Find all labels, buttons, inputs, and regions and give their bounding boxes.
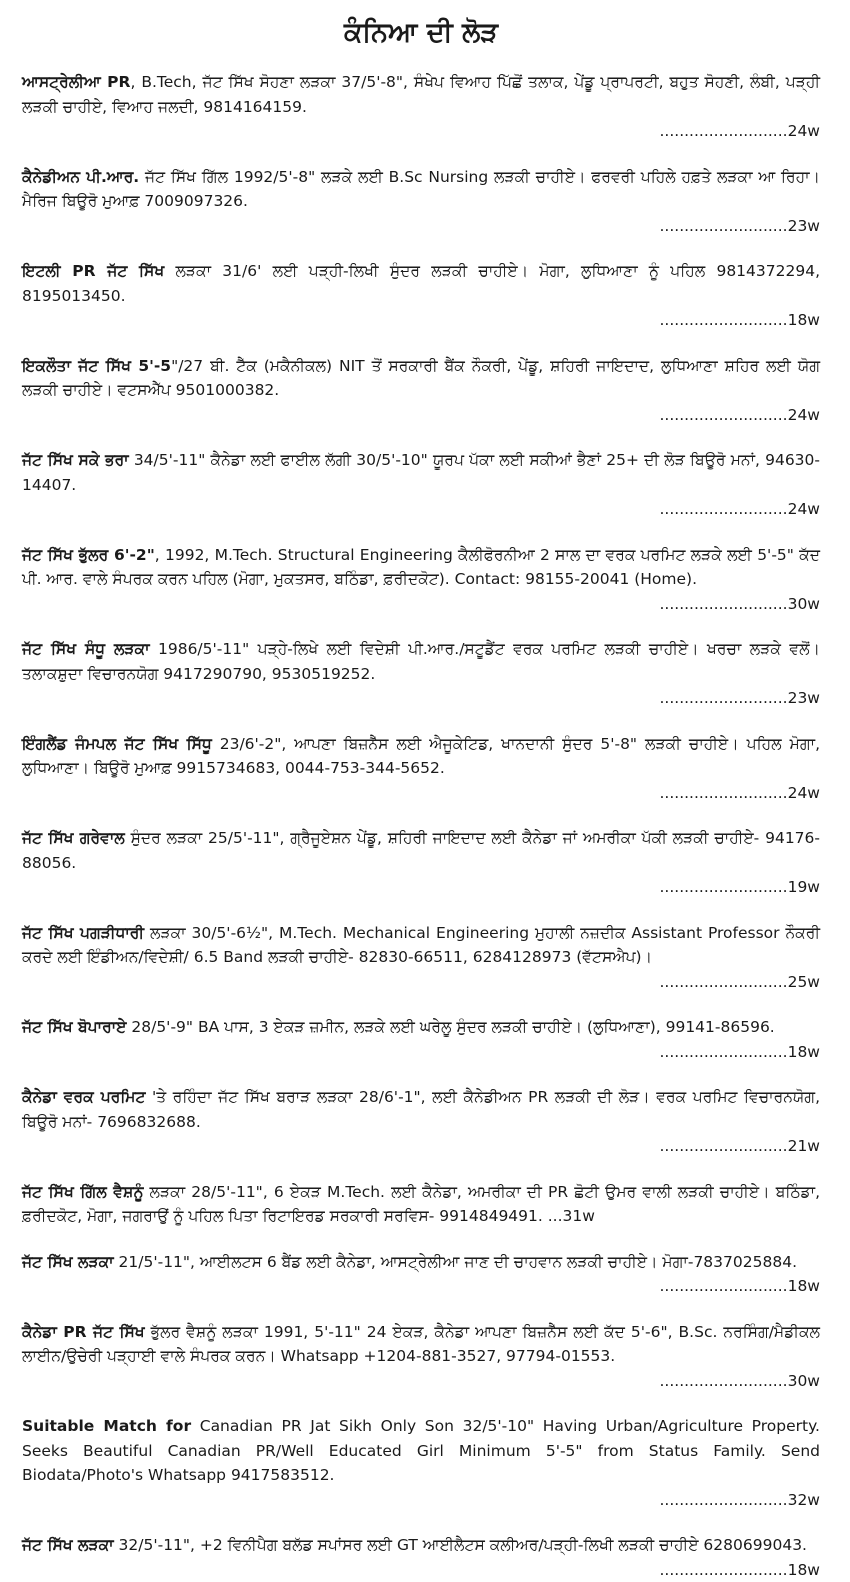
ad-body: ਲੜਕਾ 31/6' ਲਈ ਪੜ੍ਹੀ-ਲਿਖੀ ਸੁੰਦਰ ਲੜਕੀ ਚਾਹੀਏ। ਮੋਗਾ, ਲੁਧਿਆਣਾ ਨੂੰ ਪਹਿਲ 9814372294, 8195013450. <box>22 262 820 305</box>
ad-lead: ਇਟਲੀ PR ਜੱਟ ਸਿੱਖ <box>22 262 164 280</box>
ad-body: ਲੜਕਾ 30/5'-6½", M.Tech. Mechanical Engineering ਮੁਹਾਲੀ ਨਜ਼ਦੀਕ Assistant Professor ਨੌਕਰੀ ਕਰਦੇ ਲਈ ਇੰਡੀਅਨ/ਵਿਦੇਸ਼ੀ/ 6.5 Band ਲੜਕੀ ਚਾਹੀਏ- 82830-66511, 6284128973 (ਵੱਟਸਐਪ)। <box>22 924 820 967</box>
ad-lead: ਜੱਟ ਸਿੱਖ ਗਰੇਵਾਲ <box>22 829 125 847</box>
ad-code: ..........................18w <box>22 308 820 333</box>
classified-ad <box>22 1015 820 1064</box>
classified-ad <box>22 1180 820 1229</box>
classified-ad <box>22 1320 820 1394</box>
classified-ad <box>22 354 820 428</box>
ad-code: ...31w <box>543 1207 595 1225</box>
ad-code: ..........................18w <box>22 1558 820 1582</box>
ad-code: ..........................21w <box>22 1134 820 1159</box>
ad-body: 34/5'-11" ਕੈਨੇਡਾ ਲਈ ਫਾਈਲ ਲੱਗੀ 30/5'-10" ਯੂਰਪ ਪੱਕਾ ਲਈ ਸਕੀਆਂ ਭੈਣਾਂ 25+ ਦੀ ਲੋੜ ਬਿਊਰੋ ਮਨਾਂ, 94630-14407. <box>22 451 820 494</box>
ad-code: ..........................24w <box>22 403 820 428</box>
ad-body: 32/5'-11", +2 ਵਿਨੀਪੈਗ ਬਲੱਡ ਸਪਾਂਸਰ ਲਈ GT ਆਈਲੈਟਸ ਕਲੀਅਰ/ਪੜ੍ਹੀ-ਲਿਖੀ ਲੜਕੀ ਚਾਹੀਏ 6280699043. <box>114 1536 807 1554</box>
classified-ad <box>22 1414 820 1512</box>
ad-code: ..........................18w <box>22 1040 820 1065</box>
ad-body: 'ਤੇ ਰਹਿੰਦਾ ਜੱਟ ਸਿੱਖ ਬਰਾੜ ਲੜਕਾ 28/6'-1", ਲਈ ਕੈਨੇਡੀਅਨ PR ਲੜਕੀ ਦੀ ਲੋੜ। ਵਰਕ ਪਰਮਿਟ ਵਿਚਾਰਨਯੋਗ, ਬਿਊਰੋ ਮਨਾਂ- 7696832688. <box>22 1088 820 1131</box>
classified-ad <box>22 259 820 333</box>
page-title: ਕੰਨਿਆ ਦੀ ਲੋੜ <box>22 16 820 50</box>
classified-ad <box>22 1085 820 1159</box>
classified-ad <box>22 165 820 239</box>
ad-body: , B.Tech, ਜੱਟ ਸਿੱਖ ਸੋਹਣਾ ਲੜਕਾ 37/5'-8", ਸੰਖੇਪ ਵਿਆਹ ਪਿੱਛੋਂ ਤਲਾਕ, ਪੇਂਡੂ ਪ੍ਰਾਪਰਟੀ, ਬਹੁਤ ਸੋਹਣੀ, ਲੰਬੀ, ਪੜ੍ਹੀ ਲੜਕੀ ਚਾਹੀਏ, ਵਿਆਹ ਜਲਦੀ, 9814164159. <box>22 73 820 116</box>
ad-body: 28/5'-9" BA ਪਾਸ, 3 ਏਕੜ ਜ਼ਮੀਨ, ਲੜਕੇ ਲਈ ਘਰੇਲੂ ਸੁੰਦਰ ਲੜਕੀ ਚਾਹੀਏ। (ਲੁਧਿਆਣਾ), 99141-86596. <box>126 1018 774 1036</box>
ad-lead: ਕੈਨੇਡੀਅਨ ਪੀ.ਆਰ. <box>22 168 139 186</box>
classified-ad <box>22 1250 820 1299</box>
classified-ad <box>22 448 820 522</box>
ad-lead: ਆਸਟ੍ਰੇਲੀਆ PR <box>22 73 130 91</box>
ad-code: ..........................23w <box>22 214 820 239</box>
ad-body: 1986/5'-11" ਪੜ੍ਹੇ-ਲਿਖੇ ਲਈ ਵਿਦੇਸ਼ੀ ਪੀ.ਆਰ./ਸਟੂਡੈਂਟ ਵਰਕ ਪਰਮਿਟ ਲੜਕੀ ਚਾਹੀਏ। ਖਰਚਾ ਲੜਕੇ ਵਲੋਂ। ਤਲਾਕਸ਼ੁਦਾ ਵਿਚਾਰਨਯੋਗ 9417290790, 9530519252. <box>22 640 820 683</box>
ad-body: "/27 ਬੀ. ਟੈੱਕ (ਮਕੈਨੀਕਲ) NIT ਤੋਂ ਸਰਕਾਰੀ ਬੈਂਕ ਨੌਕਰੀ, ਪੇਂਡੂ, ਸ਼ਹਿਰੀ ਜਾਇਦਾਦ, ਲੁਧਿਆਣਾ ਸ਼ਹਿਰ ਲਈ ਯੋਗ ਲੜਕੀ ਚਾਹੀਏ। ਵਟਸਐੱਪ 9501000382. <box>22 357 820 400</box>
ad-lead: ਇਕਲੌਤਾ ਜੱਟ ਸਿੱਖ 5'-5 <box>22 357 171 375</box>
ad-lead: ਜੱਟ ਸਿੱਖ ਭੁੱਲਰ 6'-2" <box>22 546 155 564</box>
ad-body: ਭੁੱਲਰ ਵੈਸ਼ਨੂੰ ਲੜਕਾ 1991, 5'-11" 24 ਏਕੜ, ਕੈਨੇਡਾ ਆਪਣਾ ਬਿਜ਼ਨੈੱਸ ਲਈ ਕੱਦ 5'-6", B.Sc. ਨਰਸਿੰਗ/ਮੈਡੀਕਲ ਲਾਈਨ/ਉਚੇਰੀ ਪੜ੍ਹਾਈ ਵਾਲੇ ਸੰਪਰਕ ਕਰਨ। Whatsapp +1204-881-3527, 97794-01553. <box>22 1323 820 1366</box>
ad-code: ..........................24w <box>22 497 820 522</box>
ad-lead: ਜੱਟ ਸਿੱਖ ਸਕੇ ਭਰਾ <box>22 451 129 469</box>
classified-ad <box>22 70 820 144</box>
classified-ad <box>22 732 820 806</box>
ad-code: ..........................18w <box>22 1274 820 1299</box>
ad-code: ..........................24w <box>22 781 820 806</box>
ad-code: ..........................24w <box>22 119 820 144</box>
ad-body: 21/5'-11", ਆਈਲਟਸ 6 ਬੈਂਡ ਲਈ ਕੈਨੇਡਾ, ਆਸਟ੍ਰੇਲੀਆ ਜਾਣ ਦੀ ਚਾਹਵਾਨ ਲੜਕੀ ਚਾਹੀਏ। ਮੋਗਾ-7837025884. <box>114 1253 797 1271</box>
ad-code: ..........................32w <box>22 1488 820 1513</box>
ad-body: ਲੜਕਾ 28/5'-11", 6 ਏਕੜ M.Tech. ਲਈ ਕੈਨੇਡਾ, ਅਮਰੀਕਾ ਦੀ PR ਛੋਟੀ ਉਮਰ ਵਾਲੀ ਲੜਕੀ ਚਾਹੀਏ। ਬਠਿੰਡਾ, ਫ਼ਰੀਦਕੋਟ, ਮੋਗਾ, ਜਗਰਾਉਂ ਨੂੰ ਪਹਿਲ ਪਿਤਾ ਰਿਟਾਇਰਡ ਸਰਕਾਰੀ ਸਰਵਿਸ- 9914849491. <box>22 1183 820 1226</box>
ad-lead: ਜੱਟ ਸਿੱਖ ਲੜਕਾ <box>22 1253 114 1271</box>
ad-lead: ਜੱਟ ਸਿੱਖ ਗਿੱਲ ਵੈਸ਼ਨੂੰ <box>22 1183 143 1201</box>
ad-code: ..........................23w <box>22 686 820 711</box>
ad-body: ਸੁੰਦਰ ਲੜਕਾ 25/5'-11", ਗ੍ਰੈਜੂਏਸ਼ਨ ਪੇਂਡੂ, ਸ਼ਹਿਰੀ ਜਾਇਦਾਦ ਲਈ ਕੈਨੇਡਾ ਜਾਂ ਅਮਰੀਕਾ ਪੱਕੀ ਲੜਕੀ ਚਾਹੀਏ- 94176-88056. <box>22 829 820 872</box>
ad-lead: ਇੰਗਲੈਂਡ ਜੰਮਪਲ ਜੱਟ ਸਿੱਖ ਸਿੱਧੂ <box>22 735 212 753</box>
classified-ad <box>22 637 820 711</box>
classified-ad <box>22 921 820 995</box>
classified-ad <box>22 543 820 617</box>
ad-body: Canadian PR Jat Sikh Only Son 32/5'-10" Having Urban/Agriculture Property. Seeks Beautiful Canadian PR/Well Educated Girl Minimum 5'-5" from Status Family. Send Biodata/Photo's Whatsapp 9417583512. <box>22 1417 820 1484</box>
ad-lead: Suitable Match for <box>22 1417 191 1435</box>
ad-body: 23/6'-2", ਆਪਣਾ ਬਿਜ਼ਨੈੱਸ ਲਈ ਐਜੂਕੇਟਿਡ, ਖਾਨਦਾਨੀ ਸੁੰਦਰ 5'-8" ਲੜਕੀ ਚਾਹੀਏ। ਪਹਿਲ ਮੋਗਾ, ਲੁਧਿਆਣਾ। ਬਿਊਰੋ ਮੁਆਫ਼ 9915734683, 0044-753-344-5652. <box>22 735 820 778</box>
ad-lead: ਜੱਟ ਸਿੱਖ ਪਗੜੀਧਾਰੀ <box>22 924 144 942</box>
ad-body: ਜੱਟ ਸਿੱਖ ਗਿੱਲ 1992/5'-8" ਲੜਕੇ ਲਈ B.Sc Nursing ਲੜਕੀ ਚਾਹੀਏ। ਫਰਵਰੀ ਪਹਿਲੇ ਹਫ਼ਤੇ ਲੜਕਾ ਆ ਰਿਹਾ। ਮੈਰਿਜ ਬਿਊਰੋ ਮੁਆਫ਼ 7009097326. <box>22 168 820 211</box>
ad-lead: ਜੱਟ ਸਿੱਖ ਸੰਧੂ ਲੜਕਾ <box>22 640 150 658</box>
ad-code: ..........................19w <box>22 875 820 900</box>
ad-lead: ਜੱਟ ਸਿੱਖ ਬੋਪਾਰਾਏ <box>22 1018 126 1036</box>
ad-code: ..........................25w <box>22 970 820 995</box>
ad-code: ..........................30w <box>22 592 820 617</box>
classified-ad <box>22 826 820 900</box>
ad-code: ..........................30w <box>22 1369 820 1394</box>
classified-ad <box>22 1533 820 1582</box>
ad-lead: ਕੈਨੇਡਾ PR ਜੱਟ ਸਿੱਖ <box>22 1323 145 1341</box>
ads-list <box>22 70 820 1582</box>
ad-lead: ਜੱਟ ਸਿੱਖ ਲੜਕਾ <box>22 1536 114 1554</box>
ad-lead: ਕੈਨੇਡਾ ਵਰਕ ਪਰਮਿਟ <box>22 1088 145 1106</box>
ad-body: , 1992, M.Tech. Structural Engineering ਕੈਲੀਫੋਰਨੀਆ 2 ਸਾਲ ਦਾ ਵਰਕ ਪਰਮਿਟ ਲੜਕੇ ਲਈ 5'-5" ਕੱਦ ਪੀ. ਆਰ. ਵਾਲੇ ਸੰਪਰਕ ਕਰਨ ਪਹਿਲ (ਮੋਗਾ, ਮੁਕਤਸਰ, ਬਠਿੰਡਾ, ਫ਼ਰੀਦਕੋਟ). Contact: 98155-20041 (Home). <box>22 546 820 589</box>
